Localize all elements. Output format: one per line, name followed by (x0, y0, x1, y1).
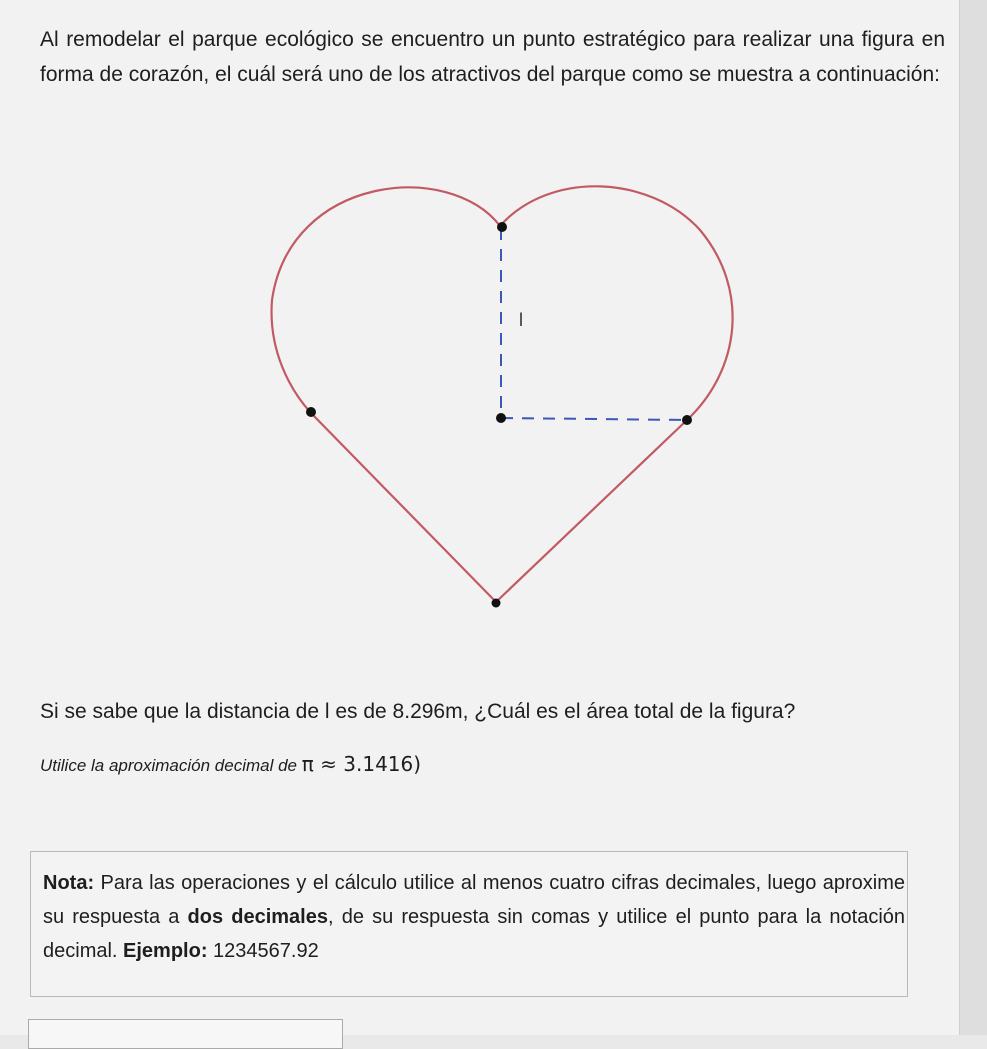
page-scrollbar[interactable] (959, 0, 987, 1035)
heart-outline (272, 186, 733, 602)
center-point (496, 413, 506, 423)
note-label: Nota: (43, 872, 95, 894)
problem-question: Si se sabe que la distancia de l es de 8.296m, ¿Cuál es el área total de la figura? (40, 700, 796, 723)
pi-hint-text: Utilice la aproximación decimal de (40, 756, 298, 775)
note-text-part-2: , de su respuesta sin comas y utilice el punto para la notación decimal. (43, 906, 906, 962)
left-tangent-point (306, 407, 316, 417)
note-example-label: Ejemplo: (123, 940, 208, 962)
note-emphasis: dos decimales (187, 906, 328, 928)
top-cusp-point (497, 222, 507, 232)
note-example-value: 1234567.92 (207, 940, 319, 962)
answer-input[interactable] (28, 1019, 343, 1049)
bottom-tip-point (492, 599, 501, 608)
note-box (30, 851, 908, 997)
pi-approximation: π ≈ 3.1416) (301, 752, 422, 776)
base-dashed-line (501, 418, 687, 420)
pi-hint (40, 752, 940, 776)
right-tangent-point (682, 415, 692, 425)
note-text-part-1: Para las operaciones y el cálculo utilice al menos cuatro cifras decimales, luego aproxime su respuesta a (43, 872, 905, 928)
problem-intro: Al remodelar el parque ecológico se encuentro un punto estratégico para realizar una figura en forma de corazón, el cuál será uno de los atractivos del parque como se muestra a continuación: (40, 28, 945, 86)
distance-label-l: l (519, 310, 523, 330)
note-text (43, 866, 905, 968)
